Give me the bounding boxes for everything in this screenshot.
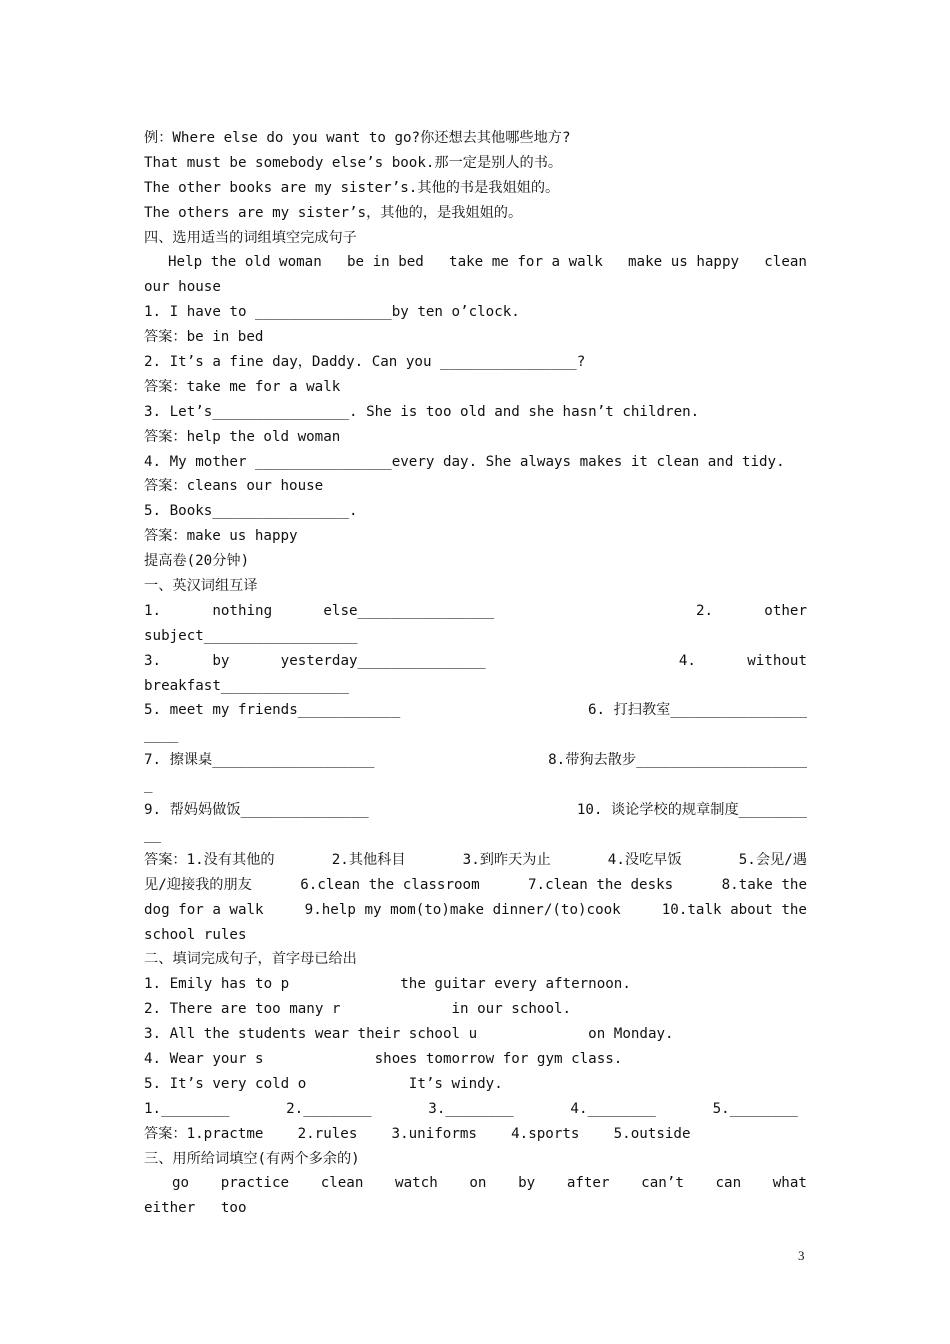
translation-row (144, 599, 807, 624)
translation-item: 3. by yesterday_______________ (144, 652, 486, 669)
answer-key-item: 10.talk about the (661, 901, 807, 918)
answer-key-item: 5.会见/遇 (738, 851, 807, 868)
word-bank-item: clean (320, 1175, 364, 1192)
example-line-3: The other books are my sister’s.其他的书是我姐姐的。 (144, 179, 560, 196)
answer-key-item: 9.help my mom(to)make dinner/(to)cook (304, 901, 621, 918)
answer-blanks (144, 1097, 798, 1122)
answer-line: 答案：be in bed (144, 329, 264, 346)
translation-continued: __ (144, 826, 162, 843)
word-bank-item: by (518, 1175, 536, 1192)
translation-item: 5. meet my friends____________ (144, 702, 401, 719)
answer-line: 答案：take me for a walk (144, 378, 341, 395)
word-bank-item: watch (395, 1175, 438, 1192)
answer-key-line (144, 898, 807, 923)
translation-row (144, 698, 807, 723)
answer-line: 答案：help the old woman (144, 428, 341, 445)
translation-item: 6. 打扫教室________________ (587, 702, 807, 719)
answer-blank: 2.________ (286, 1100, 372, 1117)
answer-key-item: 见/迎接我的朋友 (144, 876, 252, 893)
example-line-2: That must be somebody else’s book.那一定是别人的书。 (144, 154, 563, 171)
question-line: 3. All the students wear their school u on Monday. (144, 1026, 674, 1043)
answer-line: 答案：1.practme 2.rules 3.uniforms 4.sports 5.outside (144, 1125, 691, 1142)
phrase-bank (144, 250, 807, 275)
answer-key-item: 4.没吃早饭 (607, 851, 682, 868)
word-bank-item: on (469, 1175, 487, 1192)
word-bank-item: can’t (641, 1175, 684, 1192)
answer-key-line (144, 848, 807, 873)
translation-continued: subject__________________ (144, 627, 358, 644)
answer-line: 答案：make us happy (144, 528, 298, 545)
translation-continued: _ (144, 777, 153, 794)
answer-blank: 3.________ (428, 1100, 514, 1117)
translation-row (144, 798, 807, 823)
translation-item: 4. without (678, 652, 807, 669)
word-bank-item: practice (220, 1175, 290, 1192)
phrase-item: be in bed (346, 254, 424, 271)
question-line: 5. Books________________. (144, 503, 358, 520)
section-1-heading: 一、英汉词组互译 (144, 578, 258, 595)
phrase-item: Help the old woman (168, 254, 322, 271)
answer-blank: 5.________ (712, 1100, 798, 1117)
advanced-heading: 提高卷(20分钟) (144, 553, 250, 570)
phrase-item: clean (764, 254, 807, 271)
answer-key-item: 6.clean the classroom (300, 876, 480, 893)
answer-key-item: 8.take the (721, 876, 807, 893)
answer-key-line: school rules (144, 926, 247, 943)
answer-key-item: 答案：1.没有其他的 (144, 851, 275, 868)
translation-continued: breakfast_______________ (144, 677, 349, 694)
phrase-item: make us happy (627, 254, 740, 271)
example-line-4: The others are my sister’s，其他的，是我姐姐的。 (144, 204, 523, 221)
example-line-1: 例：Where else do you want to go?你还想去其他哪些地方? (144, 130, 571, 146)
question-line: 4. Wear your s shoes tomorrow for gym class. (144, 1050, 623, 1067)
translation-item: 8.带狗去散步____________________ (548, 752, 807, 769)
phrase-bank-continued: our house (144, 279, 221, 296)
section-2-heading: 二、填词完成句子，首字母已给出 (144, 951, 357, 968)
translation-item: 7. 擦课桌___________________ (144, 752, 375, 769)
word-bank-item: can (715, 1175, 742, 1192)
word-bank-item: what (772, 1175, 807, 1192)
translation-row (144, 649, 807, 674)
word-bank (144, 1171, 807, 1196)
question-line: 5. It’s very cold o It’s windy. (144, 1075, 503, 1092)
translation-item: 10. 谈论学校的规章制度________ (576, 802, 807, 819)
answer-key-line (144, 873, 807, 898)
page-number: 3 (798, 1248, 805, 1263)
question-line: 2. It’s a fine day，Daddy. Can you ________________? (144, 354, 586, 371)
answer-key-item: 7.clean the desks (527, 876, 674, 893)
word-bank-continued: either too (144, 1200, 247, 1217)
section-3-heading: 三、用所给词填空(有两个多余的) (144, 1150, 360, 1167)
question-line: 4. My mother ________________every day. She always makes it clean and tidy. (144, 453, 785, 470)
answer-blank: 1.________ (144, 1100, 230, 1117)
section-4-heading: 四、选用适当的词组填空完成句子 (144, 229, 357, 246)
question-line: 3. Let’s________________. She is too old and she hasn’t children. (144, 403, 700, 420)
question-line: 1. I have to ________________by ten o’clock. (144, 304, 520, 321)
translation-item: 1. nothing else________________ (144, 602, 495, 619)
question-line: 2. There are too many r in our school. (144, 1001, 572, 1018)
phrase-item: take me for a walk (449, 254, 603, 271)
word-bank-item: go (172, 1175, 190, 1192)
translation-item: 9. 帮妈妈做饭_______________ (144, 802, 369, 819)
translation-continued: ____ (144, 727, 179, 744)
question-line: 1. Emily has to p the guitar every afternoon. (144, 976, 631, 993)
answer-key-item: 2.其他科目 (331, 851, 406, 868)
translation-row (144, 748, 807, 773)
answer-blank: 4.________ (570, 1100, 656, 1117)
worksheet-page (144, 126, 807, 1221)
translation-item: 2. other (695, 602, 807, 619)
answer-key-item: 3.到昨天为止 (462, 851, 551, 868)
word-bank-item: after (566, 1175, 610, 1192)
answer-line: 答案：cleans our house (144, 478, 324, 495)
answer-key-item: dog for a walk (144, 901, 264, 918)
